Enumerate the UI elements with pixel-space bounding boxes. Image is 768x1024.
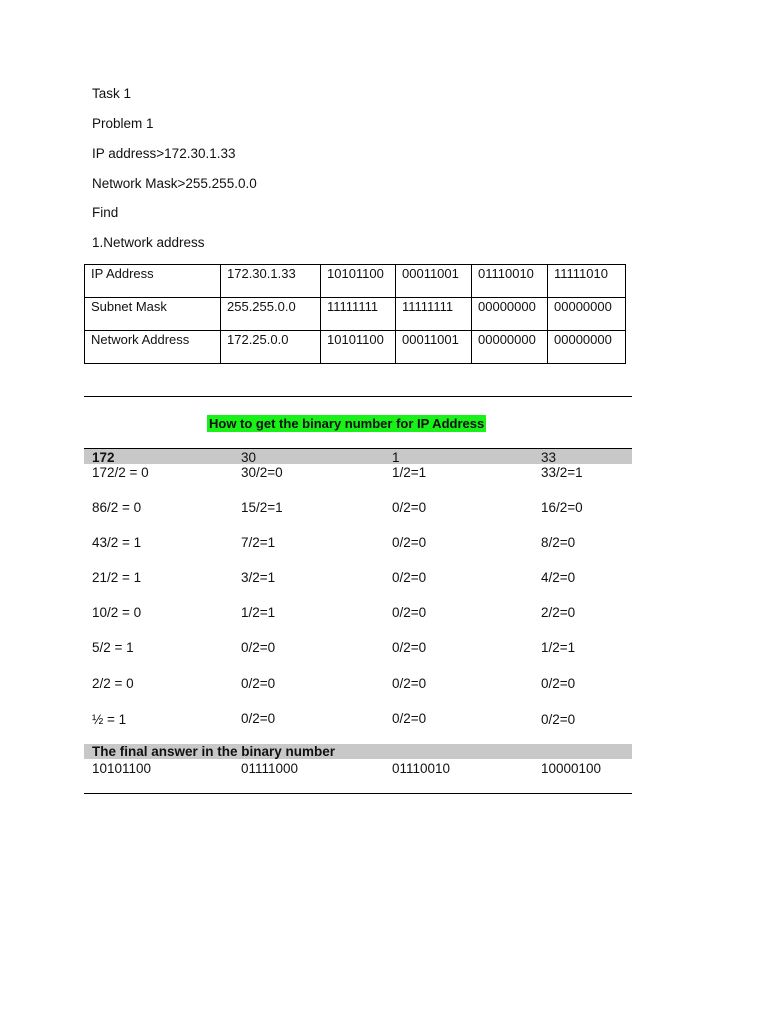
division-step: 0/2=0 xyxy=(541,676,576,691)
division-step: 86/2 = 0 xyxy=(92,500,142,515)
network-mask-line: Network Mask>255.255.0.0 xyxy=(92,176,257,191)
division-step: 15/2=1 xyxy=(241,500,283,515)
table-row-subnet-mask xyxy=(85,298,626,331)
table-cell: 00000000 xyxy=(472,331,548,364)
division-step: 5/2 = 1 xyxy=(92,640,134,655)
division-step: 21/2 = 1 xyxy=(92,570,142,585)
division-step: 2/2=0 xyxy=(541,605,576,620)
division-step: 0/2=0 xyxy=(241,676,276,691)
table-cell: 11111111 xyxy=(321,298,396,331)
table-cell: 00000000 xyxy=(472,298,548,331)
division-step: 0/2=0 xyxy=(392,570,427,585)
problem-title: Problem 1 xyxy=(92,116,154,131)
division-step: 0/2=0 xyxy=(392,500,427,515)
division-step: 2/2 = 0 xyxy=(92,676,134,691)
division-step: 0/2=0 xyxy=(541,712,576,727)
table-cell: 00000000 xyxy=(548,331,626,364)
network-address-table xyxy=(84,264,626,364)
final-binary-30: 01111000 xyxy=(241,761,299,776)
table-cell: 00011001 xyxy=(396,331,472,364)
table-cell: 00000000 xyxy=(548,298,626,331)
division-step: 30/2=0 xyxy=(241,465,283,480)
table-cell: 10101100 xyxy=(321,331,396,364)
column-header-1: 1 xyxy=(392,450,400,465)
division-step: 43/2 = 1 xyxy=(92,535,142,550)
table-cell: 01110010 xyxy=(472,265,548,298)
table-row-ip-address xyxy=(85,265,626,298)
table-cell: 172.25.0.0 xyxy=(221,331,321,364)
division-step: 0/2=0 xyxy=(392,711,427,726)
division-step: ½ = 1 xyxy=(92,712,127,727)
table-cell: Subnet Mask xyxy=(85,298,221,331)
division-step: 0/2=0 xyxy=(392,640,427,655)
division-step: 7/2=1 xyxy=(241,535,276,550)
final-binary-1: 01110010 xyxy=(392,761,451,776)
table-cell: 172.30.1.33 xyxy=(221,265,321,298)
section-divider-bottom xyxy=(84,793,632,794)
division-step: 172/2 = 0 xyxy=(92,465,149,480)
step-network-address: 1.Network address xyxy=(92,235,205,250)
section-divider-top xyxy=(84,396,632,397)
table-cell: 10101100 xyxy=(321,265,396,298)
binary-section-heading: How to get the binary number for IP Address xyxy=(209,416,485,431)
division-step: 1/2=1 xyxy=(392,465,427,480)
column-header-30: 30 xyxy=(241,450,257,465)
final-binary-33: 10000100 xyxy=(541,761,602,776)
division-step: 0/2=0 xyxy=(392,605,427,620)
column-header-33: 33 xyxy=(541,450,557,465)
table-cell: 255.255.0.0 xyxy=(221,298,321,331)
final-answer-label: The final answer in the binary number xyxy=(92,744,336,759)
division-step: 10/2 = 0 xyxy=(92,605,142,620)
final-binary-172: 10101100 xyxy=(92,761,152,776)
ip-address-line: IP address>172.30.1.33 xyxy=(92,146,236,161)
division-step: 16/2=0 xyxy=(541,500,583,515)
task-title: Task 1 xyxy=(92,86,132,101)
division-step: 0/2=0 xyxy=(241,640,276,655)
division-step: 3/2=1 xyxy=(241,570,276,585)
division-step: 8/2=0 xyxy=(541,535,576,550)
division-step: 0/2=0 xyxy=(392,676,427,691)
division-step: 1/2=1 xyxy=(541,640,576,655)
division-step: 1/2=1 xyxy=(241,605,276,620)
division-step: 4/2=0 xyxy=(541,570,576,585)
column-header-172: 172 xyxy=(92,450,115,465)
division-step: 0/2=0 xyxy=(241,711,276,726)
table-cell: IP Address xyxy=(85,265,221,298)
division-step: 33/2=1 xyxy=(541,465,583,480)
table-row-network-address xyxy=(85,331,626,364)
division-step: 0/2=0 xyxy=(392,535,427,550)
table-cell: 11111010 xyxy=(548,265,626,298)
table-cell: 00011001 xyxy=(396,265,472,298)
find-label: Find xyxy=(92,205,119,220)
table-cell: 11111111 xyxy=(396,298,472,331)
table-cell: Network Address xyxy=(85,331,221,364)
